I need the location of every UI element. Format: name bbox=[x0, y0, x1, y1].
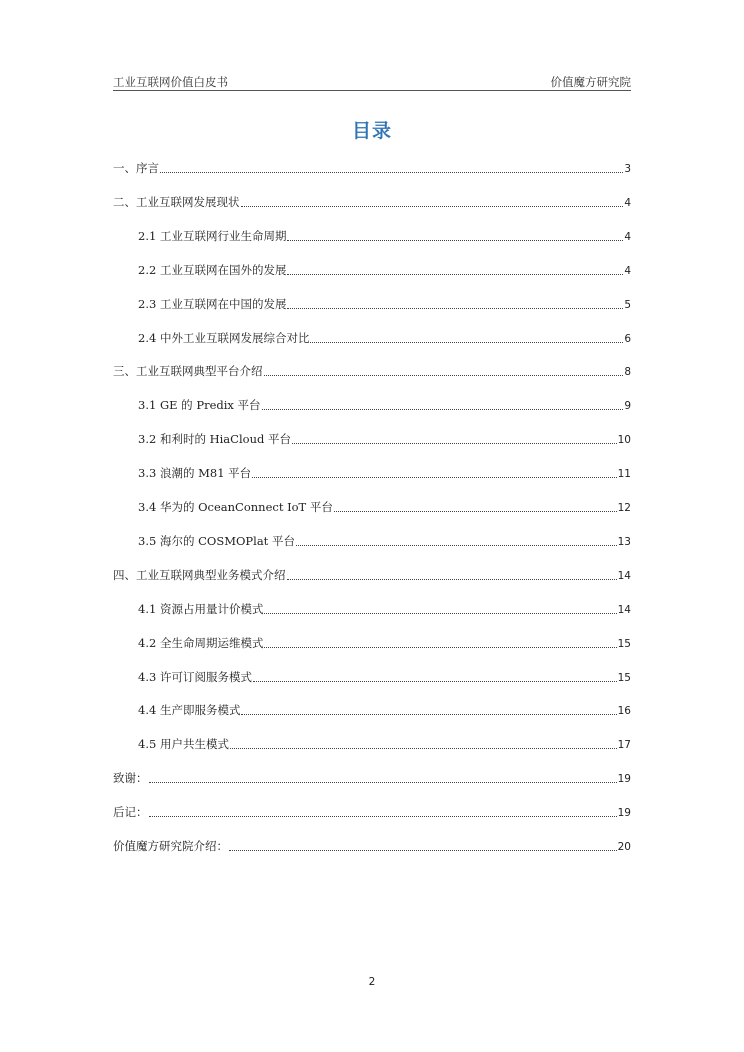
toc-dot-leader bbox=[264, 613, 616, 614]
toc-entry-page-number: 5 bbox=[624, 298, 631, 311]
toc-entry[interactable] bbox=[138, 228, 631, 244]
toc-entry-page-number: 16 bbox=[617, 705, 631, 718]
toc-entry-label: 后记： bbox=[113, 805, 148, 820]
toc-dot-leader bbox=[149, 816, 617, 817]
toc-entry[interactable] bbox=[138, 499, 631, 515]
toc-entry-page-number: 8 bbox=[624, 366, 631, 379]
toc-entry[interactable] bbox=[138, 736, 631, 752]
toc-dot-leader bbox=[296, 545, 617, 546]
toc-entry-page-number: 11 bbox=[617, 468, 631, 481]
toc-entry-page-number: 4 bbox=[624, 230, 631, 243]
toc-dot-leader bbox=[334, 511, 617, 512]
toc-entry-page-number: 14 bbox=[617, 569, 631, 582]
toc-entry[interactable] bbox=[138, 533, 631, 549]
toc-dot-leader bbox=[287, 579, 617, 580]
toc-entry-label: 3.5 海尔的 COSMOPlat 平台 bbox=[138, 533, 295, 548]
header-document-title: 工业互联网价值白皮书 bbox=[113, 75, 228, 89]
toc-dot-leader bbox=[287, 240, 623, 241]
toc-heading: 目录 bbox=[351, 120, 392, 142]
toc-entry-label: 2.4 中外工业互联网发展综合对比 bbox=[138, 330, 310, 345]
toc-entry-label: 价值魔方研究院介绍： bbox=[113, 839, 228, 853]
toc-entry-label: 二、工业互联网发展现状 bbox=[113, 194, 240, 209]
toc-dot-leader bbox=[253, 681, 617, 682]
toc-dot-leader bbox=[229, 850, 617, 851]
toc-entry-label: 三、工业互联网典型平台介绍 bbox=[113, 364, 263, 379]
toc-entry[interactable] bbox=[113, 770, 631, 786]
toc-entry[interactable] bbox=[138, 397, 631, 413]
toc-dot-leader bbox=[287, 274, 623, 275]
toc-entry-page-number: 13 bbox=[617, 535, 631, 548]
toc-entry[interactable] bbox=[138, 330, 631, 346]
toc-entry-label: 2.3 工业互联网在中国的发展 bbox=[138, 296, 287, 311]
toc-entry[interactable] bbox=[113, 194, 631, 210]
toc-dot-leader bbox=[310, 342, 623, 343]
toc-entry-label: 4.1 资源占用量计价模式 bbox=[138, 601, 264, 616]
toc-entry-page-number: 4 bbox=[624, 264, 631, 277]
toc-dot-leader bbox=[252, 477, 616, 478]
toc-entry-label: 四、工业互联网典型业务模式介绍 bbox=[113, 567, 286, 582]
toc-entry[interactable] bbox=[138, 262, 631, 278]
toc-entry-page-number: 4 bbox=[624, 196, 631, 209]
toc-entry-page-number: 15 bbox=[617, 671, 631, 684]
toc-entry-page-number: 15 bbox=[617, 637, 631, 650]
toc-entry[interactable] bbox=[138, 601, 631, 617]
toc-entry-page-number: 3 bbox=[624, 163, 631, 175]
toc-dot-leader bbox=[160, 172, 623, 173]
page-number: 2 bbox=[368, 976, 376, 988]
toc-entry-page-number: 6 bbox=[624, 332, 631, 345]
toc-dot-leader bbox=[264, 647, 616, 648]
toc-entry-label: 2.1 工业互联网行业生命周期 bbox=[138, 228, 287, 243]
toc-entry-page-number: 19 bbox=[617, 807, 631, 820]
toc-dot-leader bbox=[287, 308, 623, 309]
toc-entry-label: 致谢： bbox=[113, 771, 148, 786]
toc-dot-leader bbox=[149, 782, 617, 783]
toc-entry-page-number: 20 bbox=[617, 841, 631, 853]
toc-entry-page-number: 12 bbox=[617, 502, 631, 514]
toc-entry-page-number: 19 bbox=[617, 773, 631, 786]
toc-entry-page-number: 17 bbox=[617, 739, 631, 752]
toc-entry[interactable] bbox=[138, 635, 631, 651]
toc-dot-leader bbox=[241, 714, 616, 715]
toc-entry-label: 一、序言 bbox=[113, 161, 159, 175]
toc-entry-label: 3.4 华为的 OceanConnect IoT 平台 bbox=[138, 500, 333, 514]
toc-entry[interactable] bbox=[138, 702, 631, 718]
toc-dot-leader bbox=[241, 206, 624, 207]
toc-entry[interactable] bbox=[113, 363, 631, 379]
toc-entry[interactable] bbox=[113, 160, 631, 176]
toc-dot-leader bbox=[264, 375, 624, 376]
toc-entry[interactable] bbox=[138, 431, 631, 447]
toc-entry-page-number: 10 bbox=[617, 434, 631, 447]
toc-entry[interactable] bbox=[113, 567, 631, 583]
header-organization: 价值魔方研究院 bbox=[550, 75, 631, 89]
toc-entry-label: 2.2 工业互联网在国外的发展 bbox=[138, 262, 287, 277]
toc-entry[interactable] bbox=[138, 465, 631, 481]
toc-dot-leader bbox=[292, 443, 617, 444]
toc-entry-page-number: 9 bbox=[624, 400, 631, 413]
toc-entry-label: 4.2 全生命周期运维模式 bbox=[138, 635, 264, 650]
toc-entry-label: 3.3 浪潮的 M81 平台 bbox=[138, 466, 252, 481]
toc-entry-label: 4.4 生产即服务模式 bbox=[138, 703, 241, 718]
toc-entry[interactable] bbox=[113, 838, 631, 854]
toc-entry[interactable] bbox=[113, 804, 631, 820]
toc-dot-leader bbox=[262, 409, 624, 410]
toc-entry-label: 3.2 和利时的 HiaCloud 平台 bbox=[138, 432, 291, 447]
toc-entry-label: 4.5 用户共生模式 bbox=[138, 737, 229, 752]
toc-entry-label: 4.3 许可订阅服务模式 bbox=[138, 669, 252, 684]
toc-entry-label: 3.1 GE 的 Predix 平台 bbox=[138, 398, 261, 413]
toc-dot-leader bbox=[230, 748, 617, 749]
toc-entry-page-number: 14 bbox=[617, 603, 631, 616]
toc-entry[interactable] bbox=[138, 669, 631, 685]
toc-entry[interactable] bbox=[138, 296, 631, 312]
